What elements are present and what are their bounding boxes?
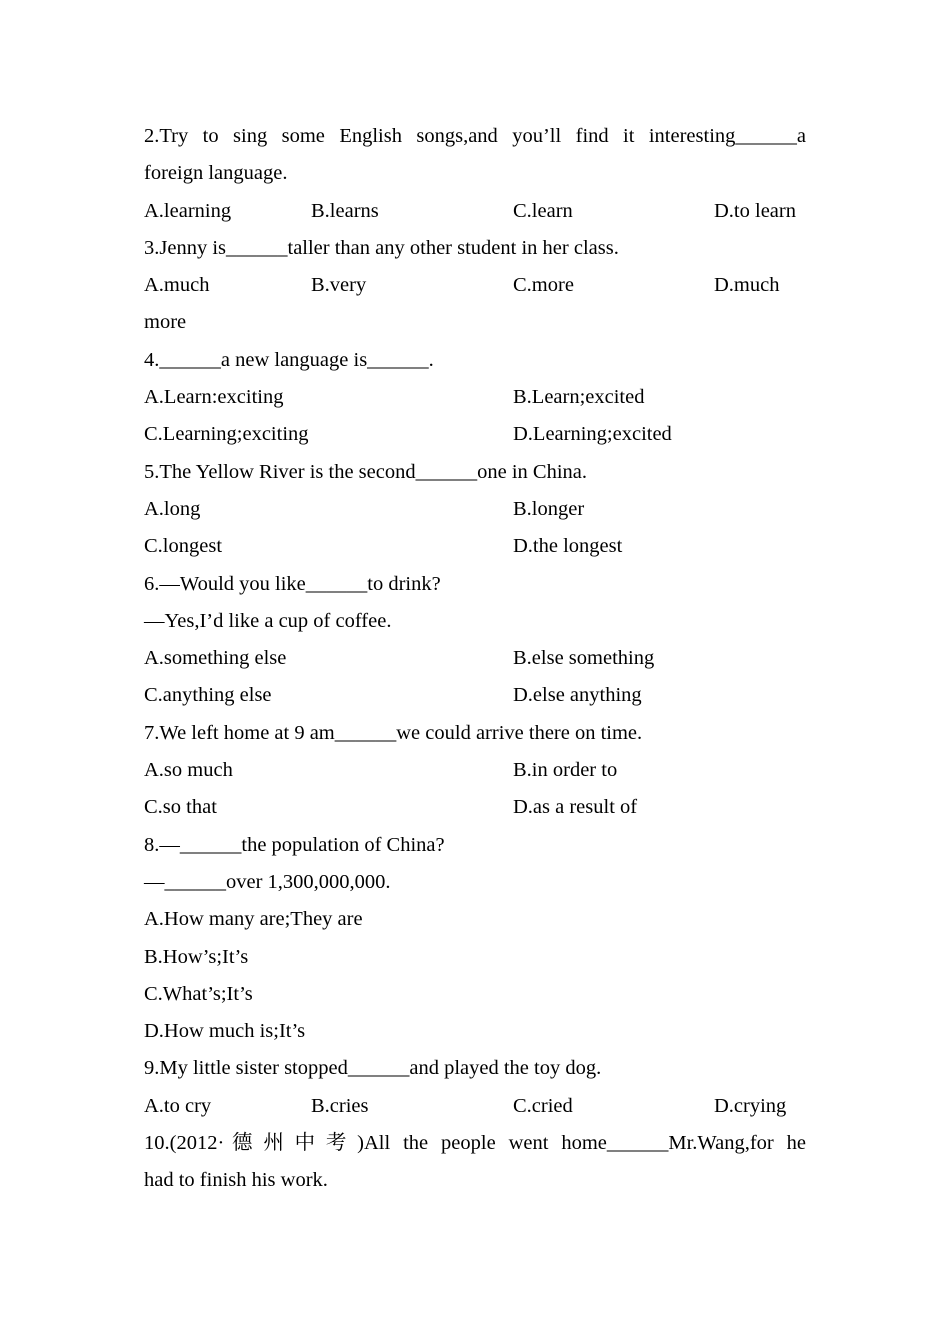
q5-option-b: B.longer	[513, 497, 585, 520]
q7-options-row2	[144, 789, 806, 826]
q8-option-c: C.What’s;It’s	[144, 982, 253, 1005]
q7-option-a: A.so much	[144, 759, 233, 782]
q9-option-d: D.crying	[714, 1094, 787, 1117]
q6-option-a: A.something else	[144, 647, 287, 670]
q6-options-row1	[144, 640, 806, 677]
q10-stem-line1	[144, 1125, 806, 1162]
q4-options-row2	[144, 416, 806, 453]
q4-option-b: B.Learn;excited	[513, 386, 645, 409]
q6-option-c: C.anything else	[144, 684, 272, 707]
q8-stem: 8.—______the population of China?	[144, 833, 445, 856]
q3-stem: 3.Jenny is______taller than any other student in her class.	[144, 236, 619, 259]
q7-option-d: D.as a result of	[513, 796, 638, 819]
q9-option-a: A.to cry	[144, 1094, 212, 1117]
q2-stem-line2: foreign language.	[144, 162, 288, 185]
q5-options-row2	[144, 528, 806, 565]
q3-option-a: A.much	[144, 274, 210, 297]
q3-option-c: C.more	[513, 274, 574, 297]
q5-option-c: C.longest	[144, 535, 223, 558]
q7-stem: 7.We left home at 9 am______we could arrive there on time.	[144, 721, 643, 744]
q7-option-b: B.in order to	[513, 759, 618, 782]
q9-options	[144, 1088, 806, 1125]
q2-option-c: C.learn	[513, 199, 573, 222]
q9-option-b: B.cries	[311, 1094, 369, 1117]
q5-option-a: A.long	[144, 497, 201, 520]
q8-option-d: D.How much is;It’s	[144, 1020, 306, 1043]
q8-option-a: A.How many are;They are	[144, 908, 363, 931]
q7-option-c: C.so that	[144, 796, 217, 819]
q4-stem: 4.______a new language is______.	[144, 348, 434, 371]
q8-reply: —______over 1,300,000,000.	[144, 870, 391, 893]
q3-option-d-continued: more	[144, 311, 187, 334]
q2-option-a: A.learning	[144, 199, 232, 222]
q3-options	[144, 267, 806, 304]
q6-option-d: D.else anything	[513, 684, 642, 707]
q9-option-c: C.cried	[513, 1094, 573, 1117]
q3-option-b: B.very	[311, 274, 367, 297]
q6-option-b: B.else something	[513, 647, 655, 670]
q9-stem: 9.My little sister stopped______and played the toy dog.	[144, 1057, 602, 1080]
q6-reply: —Yes,I’d like a cup of coffee.	[144, 609, 392, 632]
q10-stem-line2: had to finish his work.	[144, 1169, 328, 1192]
q10-prefix: 10.(2012·	[144, 1132, 225, 1155]
worksheet-page	[144, 118, 806, 1200]
q4-option-d: D.Learning;excited	[513, 423, 672, 446]
q4-option-c: C.Learning;exciting	[144, 423, 309, 446]
q4-option-a: A.Learn:exciting	[144, 386, 284, 409]
q6-options-row2	[144, 677, 806, 714]
q8-option-b: B.How’s;It’s	[144, 945, 249, 968]
q3-option-d: D.much	[714, 274, 780, 297]
q4-options-row1	[144, 379, 806, 416]
q2-option-b: B.learns	[311, 199, 379, 222]
q10-stem-rest: )All the people went home______Mr.Wang,for he	[357, 1132, 806, 1155]
q2-options	[144, 193, 806, 230]
q6-stem: 6.—Would you like______to drink?	[144, 572, 441, 595]
q2-stem-line1: 2.Try to sing some English songs,and you’ll find it interesting______a	[144, 125, 806, 147]
q5-stem: 5.The Yellow River is the second______one in China.	[144, 460, 587, 483]
q2-option-d: D.to learn	[714, 199, 796, 222]
q5-option-d: D.the longest	[513, 535, 623, 558]
q7-options-row1	[144, 752, 806, 789]
q10-source: 德州中考	[224, 1132, 358, 1155]
q5-options-row1	[144, 491, 806, 528]
